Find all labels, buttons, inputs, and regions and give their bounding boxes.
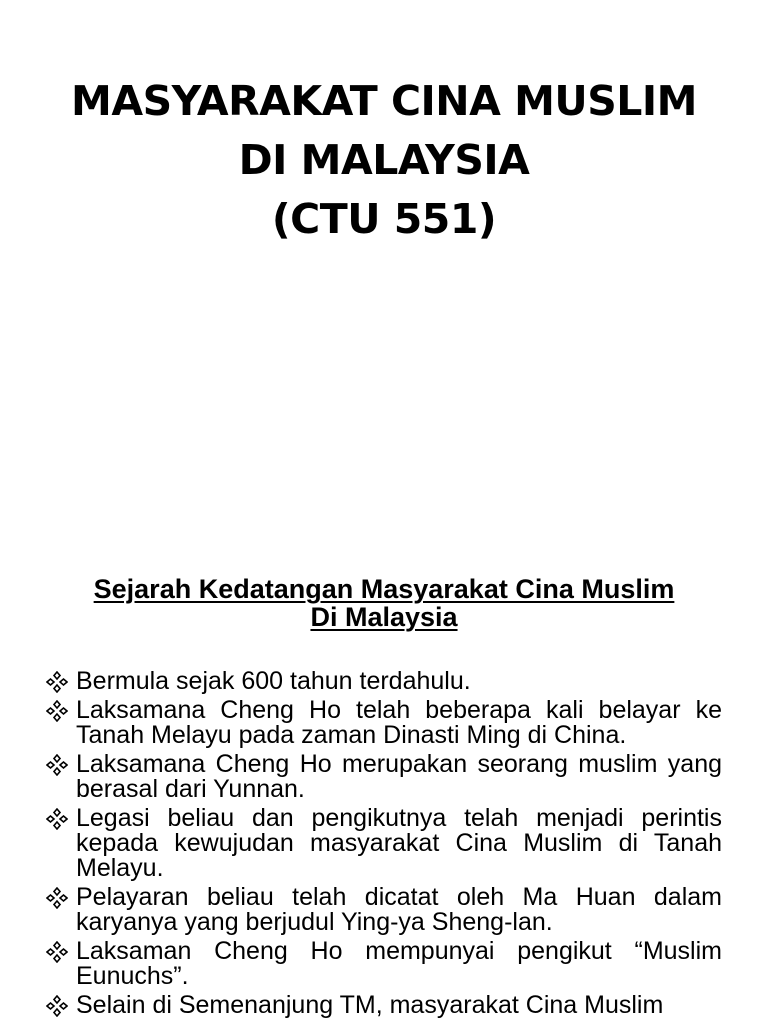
title-line-3: (CTU 551)	[271, 195, 497, 243]
bullet-item	[44, 752, 722, 802]
bullet-text: Bermula sejak 600 tahun terdahulu.	[76, 667, 471, 695]
bullet-text: Pelayaran beliau telah dicatat oleh Ma Huan dalam karyanya yang berjudul Ying-ya Sheng-lan.	[76, 883, 722, 936]
title-line-2: DI MALAYSIA	[238, 136, 530, 184]
title-line-1: MASYARAKAT CINA MUSLIM	[71, 77, 697, 125]
slide-title	[0, 72, 768, 249]
four-diamond-bullet-icon	[46, 941, 70, 963]
four-diamond-bullet-icon	[46, 671, 70, 693]
section-heading-line-2: Di Malaysia	[310, 602, 458, 632]
bullet-text: Laksamana Cheng Ho telah beberapa kali belayar ke Tanah Melayu pada zaman Dinasti Ming di China.	[76, 696, 722, 749]
bullet-text: Legasi beliau dan pengikutnya telah menjadi perintis kepada kewujudan masyarakat Cina Muslim di Tanah Melayu.	[76, 804, 722, 882]
bullet-item	[44, 669, 722, 694]
bullet-text: Laksamana Cheng Ho merupakan seorang muslim yang berasal dari Yunnan.	[76, 750, 722, 803]
bullet-text: Laksaman Cheng Ho mempunyai pengikut “Muslim Eunuchs”.	[76, 937, 722, 990]
bullet-item	[44, 939, 722, 989]
bullet-item	[44, 885, 722, 935]
content-slide	[0, 555, 768, 1024]
section-heading	[40, 575, 728, 631]
bullet-list	[44, 669, 722, 1022]
bullet-item	[44, 993, 722, 1018]
bullet-text: Selain di Semenanjung TM, masyarakat Cina Muslim	[76, 991, 664, 1019]
bullet-item	[44, 698, 722, 748]
four-diamond-bullet-icon	[46, 887, 70, 909]
four-diamond-bullet-icon	[46, 995, 70, 1017]
four-diamond-bullet-icon	[46, 754, 70, 776]
four-diamond-bullet-icon	[46, 700, 70, 722]
four-diamond-bullet-icon	[46, 808, 70, 830]
section-heading-line-1: Sejarah Kedatangan Masyarakat Cina Muslim	[93, 574, 675, 604]
bullet-item	[44, 806, 722, 881]
